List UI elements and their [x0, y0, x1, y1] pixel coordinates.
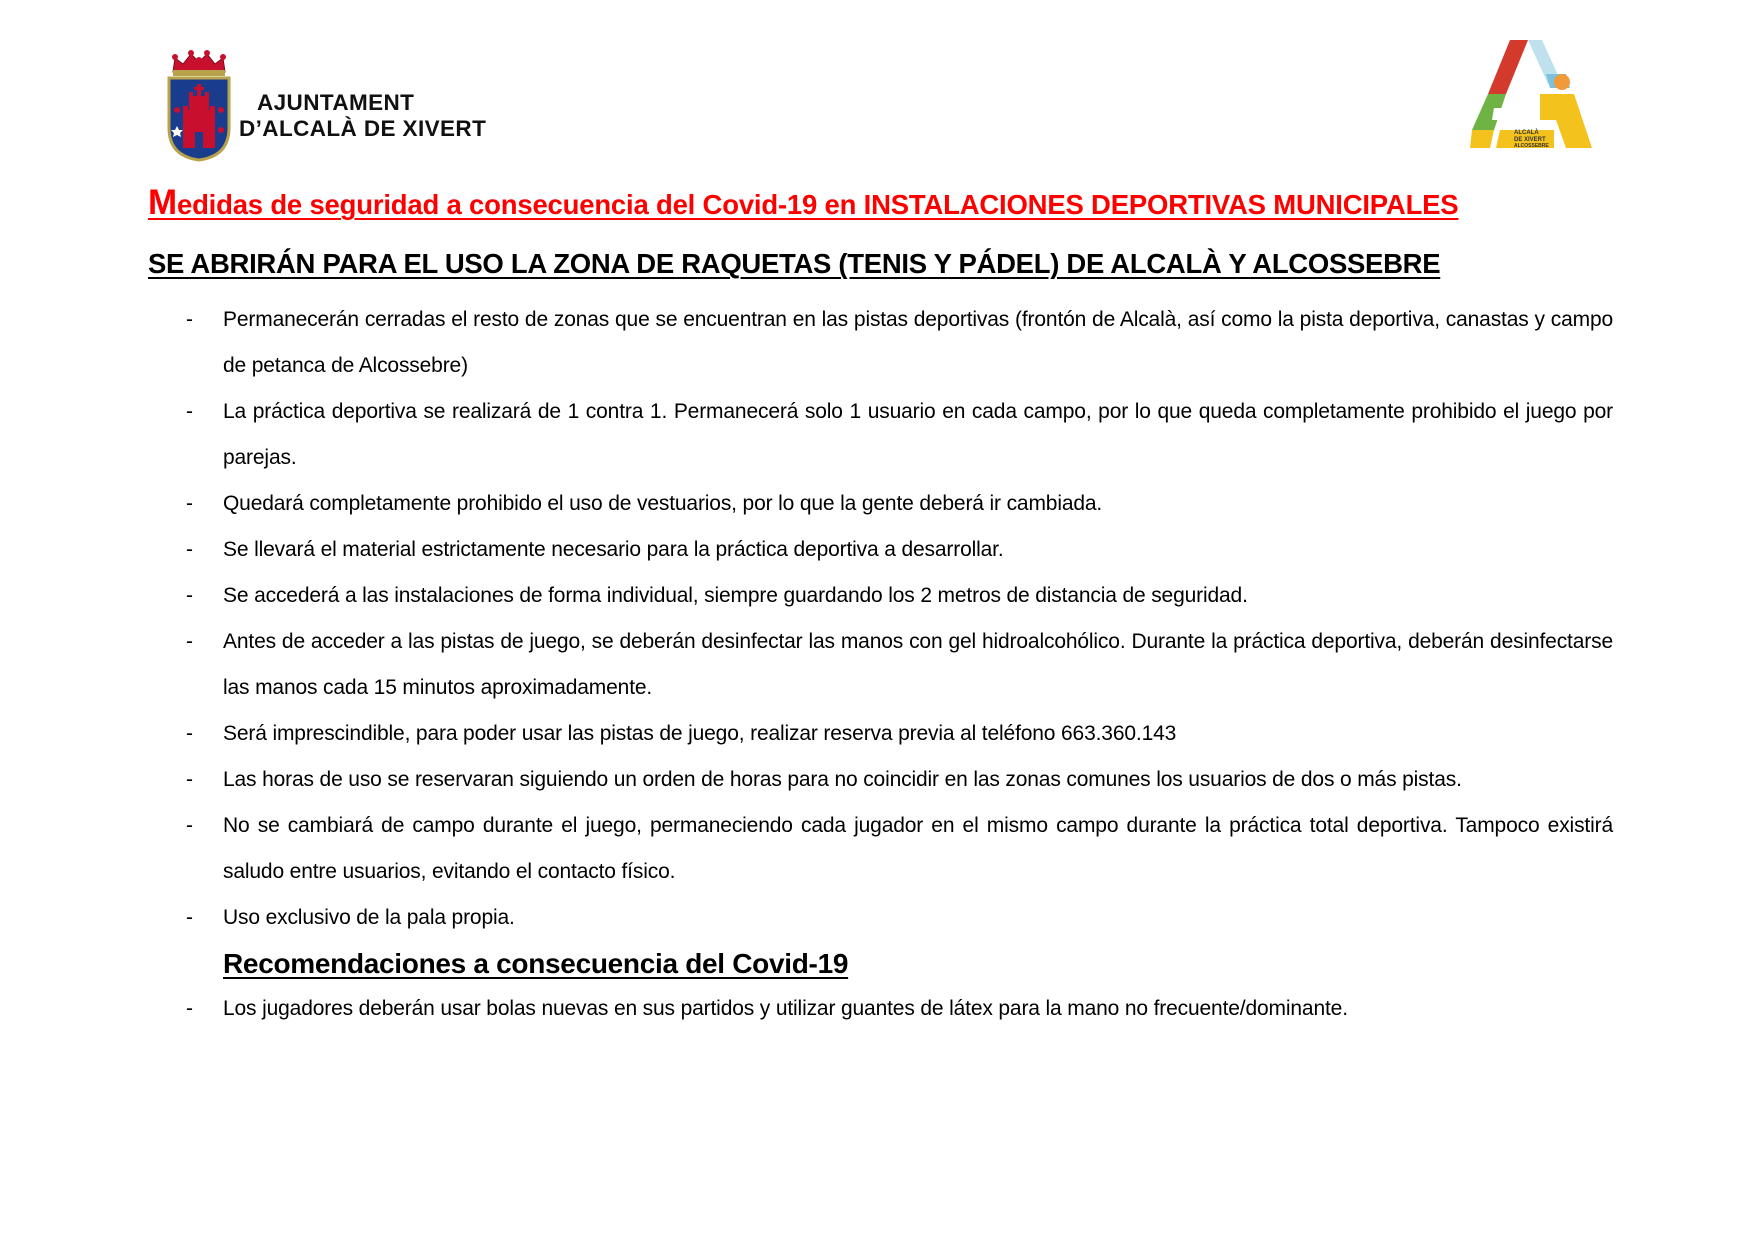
- document-title: [148, 183, 1458, 223]
- bullet-dash: -: [186, 584, 193, 607]
- list-item-text: Uso exclusivo de la pala propia.: [223, 906, 515, 929]
- recommendations-heading: Recomendaciones a consecuencia del Covid-19: [223, 948, 849, 979]
- ajuntament-logo: [165, 50, 495, 162]
- list-item-text: Se llevará el material estrictamente necesario para la práctica deportiva a desarrollar.: [223, 538, 1004, 561]
- list-item-text: Las horas de uso se reservaran siguiendo un orden de horas para no coincidir en las zonas comunes los usuarios de dos o más pistas.: [223, 768, 1462, 791]
- tourism-logo-icon: [1470, 38, 1594, 154]
- list-item-text: Se accederá a las instalaciones de forma individual, siempre guardando los 2 metros de distancia de seguridad.: [223, 584, 1248, 607]
- organization-name-line1: AJUNTAMENT: [257, 90, 415, 115]
- bullet-dash: -: [186, 630, 193, 653]
- bullet-dash: -: [186, 492, 193, 515]
- document-title-initial: M: [148, 183, 177, 222]
- bullet-dash: -: [186, 997, 193, 1020]
- organization-name-line2: D’ALCALÀ DE XIVERT: [239, 116, 487, 141]
- tourism-logo-text2: DE XIVERT: [1514, 137, 1546, 143]
- bullet-dash: -: [186, 722, 193, 745]
- tourism-logo-text1: ALCALÀ: [1514, 130, 1539, 136]
- bullet-dash: -: [186, 400, 193, 423]
- bullet-dash: -: [186, 906, 193, 929]
- list-item-text: Permanecerán cerradas el resto de zonas que se encuentran en las pistas deportivas (frontón de Alcalà, así como la pista deportiva, canastas y campo de petanca de Alcossebre): [223, 308, 1613, 377]
- list-item-text: Los jugadores deberán usar bolas nuevas en sus partidos y utilizar guantes de látex para la mano no frecuente/dominante.: [223, 997, 1348, 1020]
- document-subtitle: SE ABRIRÁN PARA EL USO LA ZONA DE RAQUETAS (TENIS Y PÁDEL) DE ALCALÀ Y ALCOSSEBRE: [148, 248, 1441, 279]
- list-item-text: No se cambiará de campo durante el juego, permaneciendo cada jugador en el mismo campo durante la práctica total deportiva. Tampoco existirá saludo entre usuarios, evitando el contacto físico.: [223, 814, 1613, 883]
- tourism-logo-text3: ALCOSSEBRE: [1514, 143, 1549, 149]
- list-item-text: Antes de acceder a las pistas de juego, se deberán desinfectar las manos con gel hidroalcohólico. Durante la práctica deportiva, deberán desinfectarse las manos cada 15 minutos aproximadamente.: [223, 630, 1613, 699]
- bullet-dash: -: [186, 768, 193, 791]
- document-title-rest: edidas de seguridad a consecuencia del Covid-19 en INSTALACIONES DEPORTIVAS MUNICIPALES: [176, 189, 1459, 220]
- list-item-text: La práctica deportiva se realizará de 1 contra 1. Permanecerá solo 1 usuario en cada campo, por lo que queda completamente prohibido el juego por parejas.: [223, 400, 1613, 469]
- bullet-dash: -: [186, 308, 193, 331]
- list-item-text: Será imprescindible, para poder usar las pistas de juego, realizar reserva previa al teléfono 663.360.143: [223, 722, 1177, 745]
- bullet-dash: -: [186, 538, 193, 561]
- bullet-dash: -: [186, 814, 193, 837]
- list-item-text: Quedará completamente prohibido el uso de vestuarios, por lo que la gente deberá ir cambiada.: [223, 492, 1103, 515]
- municipal-crest-icon: [165, 50, 233, 162]
- organization-name: [239, 90, 486, 142]
